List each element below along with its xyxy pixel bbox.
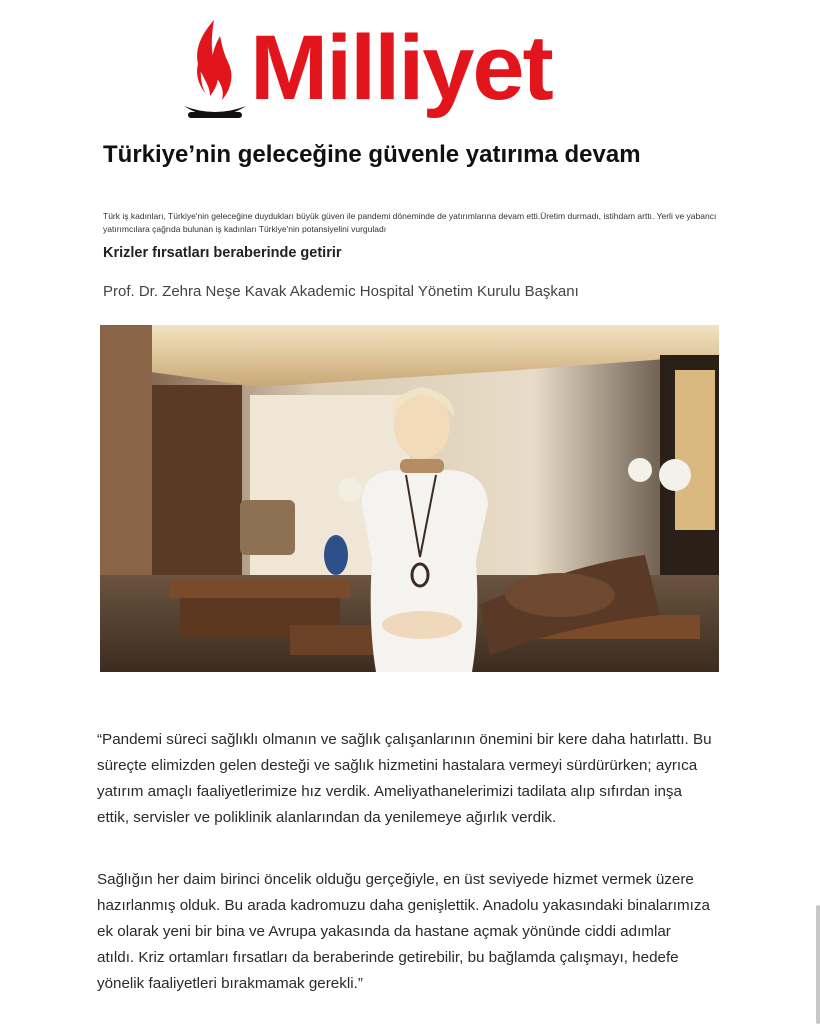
article-paragraph-1: “Pandemi süreci sağlıklı olmanın ve sağlık çalışanlarının önemini bir kere daha hatırlattı. Bu süreçte elimizden gelen desteği ve sağlık hizmetini hastalara vermeyi sürdürürken; ayrıca yatırım amaçlı faaliyetlerimize hız verdik. Ameliyathanelerimizi tadilata alıp sıfırdan inşa ettik, servisler ve poliklinik alanlarından da yenilemeye ağırlık verdik. — [97, 731, 712, 826]
article-byline: Prof. Dr. Zehra Neşe Kavak Akademic Hospital Yönetim Kurulu Başkanı — [103, 283, 579, 300]
flame-icon — [180, 14, 250, 124]
article-subhead: Krizler fırsatları beraberinde getirir — [103, 245, 342, 261]
article-paragraph-2: Sağlığın her daim birinci öncelik olduğu gerçeğiyle, en üst seviyede hizmet vermek üzere hazırlanmış olduk. Bu arada kadromuzu daha genişlettik. Anadolu yakasındaki binalarımıza ek olarak yeni bir bina ve Avrupa yakasında da hastane açmak yönünde ciddi adımlar atıldı. Kriz ortamları fırsatları da beraberinde getirebilir, bu bağlamda çalışmayı, hedefe yönelik faaliyetleri bırakmamak gerekli.” — [97, 871, 710, 992]
milliyet-logo[interactable] — [180, 14, 650, 124]
scrollbar-thumb[interactable] — [816, 905, 820, 1024]
brand-wordmark: Milliyet — [250, 17, 552, 119]
article-lede: Türk iş kadınları, Türkiye'nin geleceğine duydukları büyük güven ile pandemi döneminde de yatırımlarına devam etti.Üretim durmadı, istihdam arttı. Yerli ve yabancı yatırımcılara çağrıda bulunan iş kadınları Türkiye'nin potansiyelini vurguladı — [103, 211, 717, 234]
article-headline: Türkiye’nin geleceğine güvenle yatırıma devam — [103, 141, 641, 168]
article-photo — [100, 325, 719, 672]
